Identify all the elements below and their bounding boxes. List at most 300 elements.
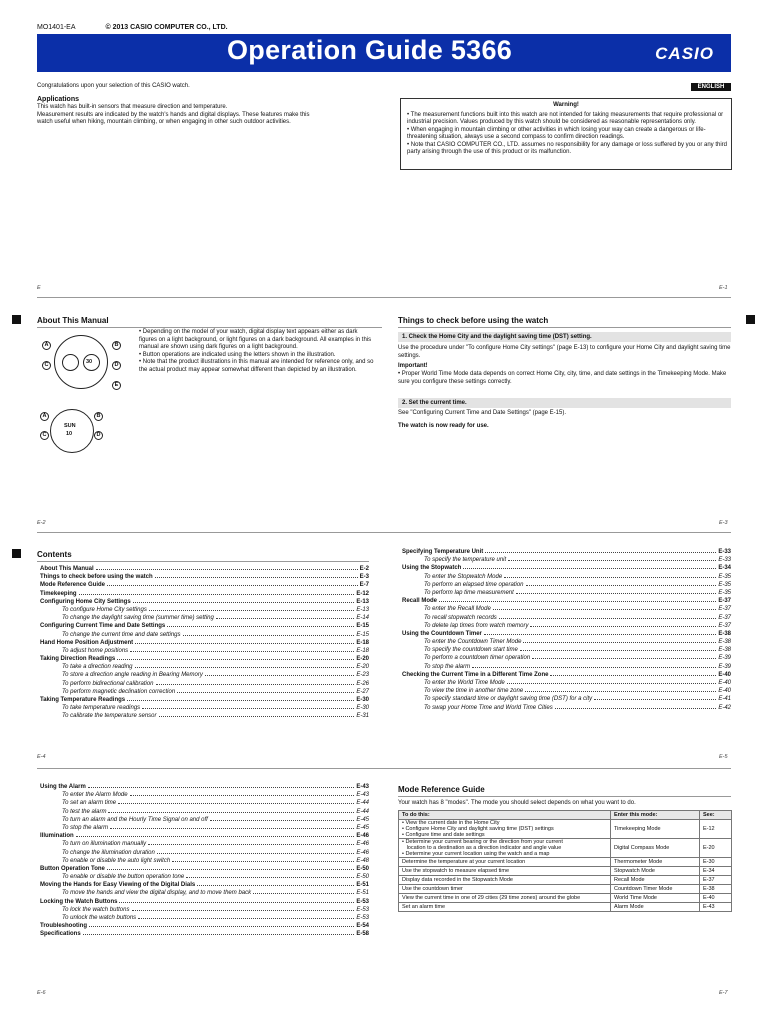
section-marker <box>746 315 755 324</box>
toc-leader <box>107 869 354 870</box>
toc-entry-page: E-3 <box>359 574 369 581</box>
toc-entry <box>40 784 369 792</box>
toc-entry-page: E-31 <box>356 713 369 720</box>
mode-cell: Thermometer Mode <box>611 858 700 867</box>
warning-item: • The measurement functions built into this watch are not intended for taking measurements that require professional or industrial precision. Values produced by this watch should be considered as reasonable representations only. <box>407 111 724 125</box>
page-number: E-1 <box>719 285 728 291</box>
toc-entry-title: To stop the alarm <box>62 824 109 831</box>
toc-entry-page: E-42 <box>718 704 731 711</box>
toc-entry <box>40 923 369 931</box>
toc-entry-page: E-37 <box>718 606 731 613</box>
see-cell: E-12 <box>700 820 732 839</box>
applications-line: Measurement results are indicated by the watch's hands and digital displays. These features make this <box>37 111 310 118</box>
about-bullet: • Depending on the model of your watch, digital display text appears either as dark figures on a light background, or light figures on a dark background. All examples in this manual are shown using dark figures on a light background. <box>139 329 372 350</box>
toc-leader <box>88 787 355 788</box>
applications-line: watch useful when hiking, mountain climbing, or when engaging in other such outdoor activities. <box>37 119 291 125</box>
toc-leader <box>523 642 716 643</box>
step1-text: Use the procedure under "To configure Home City settings" (page E-13) to configure your Home City and daylight saving time settings. <box>398 345 731 359</box>
toc-entry-title: To adjust home positions <box>62 647 129 654</box>
see-cell: E-43 <box>700 903 732 912</box>
toc-leader <box>186 877 354 878</box>
toc-entry <box>40 899 369 907</box>
table-row <box>399 820 732 839</box>
toc-entry-title: Timekeeping <box>40 590 77 597</box>
toc-entry <box>40 866 369 874</box>
see-cell: E-20 <box>700 839 732 858</box>
toc-leader <box>149 610 354 611</box>
toc-entry-title: About This Manual <box>40 566 94 572</box>
toc-entry-page: E-18 <box>356 639 369 646</box>
toc-entry-title: To change the current time and date settings <box>62 631 181 638</box>
page-number: E-4 <box>37 754 46 760</box>
warning-title: Warning! <box>553 102 579 108</box>
todo-cell <box>399 858 611 867</box>
toc-leader <box>205 675 354 676</box>
todo-cell <box>399 839 611 858</box>
todo-cell <box>399 867 611 876</box>
mode-cell: Digital Compass Mode <box>611 839 700 858</box>
watch-illustration-2 <box>40 407 135 452</box>
toc-leader <box>526 585 717 586</box>
toc-entry <box>40 931 369 939</box>
toc-entry-page: E-30 <box>356 705 369 712</box>
toc-subentry <box>402 639 731 647</box>
todo-line: • Determine your current bearing or the direction from your current <box>402 839 563 845</box>
toc-leader <box>132 910 355 911</box>
toc-leader <box>119 902 354 903</box>
toc-leader <box>155 577 358 578</box>
toc-entry-page: E-50 <box>356 874 369 881</box>
page-number: E <box>37 285 41 291</box>
toc-subentry <box>40 874 369 882</box>
toc-entry-title: To enter the Recall Mode <box>424 606 491 613</box>
copyright: © 2013 CASIO COMPUTER CO., LTD. <box>105 24 228 31</box>
toc-entry-title: Locking the Watch Buttons <box>40 898 118 905</box>
table-row <box>399 903 732 912</box>
toc-leader <box>130 651 354 652</box>
about-title: About This Manual <box>37 316 109 325</box>
toc-entry-title: Moving the Hands for Easy Viewing of the Digital Dials <box>40 882 196 889</box>
toc-entry-page: E-34 <box>718 565 731 572</box>
toc-leader <box>107 585 358 586</box>
toc-entry-page: E-46 <box>356 833 369 840</box>
page-number: E-6 <box>37 990 46 996</box>
divider <box>398 796 731 797</box>
toc-subentry <box>40 713 369 721</box>
toc-leader <box>594 699 716 700</box>
toc-leader <box>148 844 354 845</box>
button-label-d: D <box>112 361 121 370</box>
toc-subentry <box>402 623 731 631</box>
divider <box>37 327 382 328</box>
toc-leader <box>96 569 358 570</box>
toc-leader <box>555 708 717 709</box>
toc-entry-page: E-37 <box>718 598 731 605</box>
toc-entry <box>40 640 369 648</box>
toc-leader <box>530 626 716 627</box>
toc-leader <box>159 716 355 717</box>
toc-subentry <box>402 664 731 672</box>
toc-entry <box>40 566 369 574</box>
toc-entry-page: E-39 <box>718 655 731 662</box>
button-label-e: E <box>112 381 121 390</box>
toc-entry-title: To delete lap times from watch memory <box>424 622 529 629</box>
casio-logo: CASIO <box>655 44 714 63</box>
todo-cell <box>399 885 611 894</box>
toc-subentry <box>40 792 369 800</box>
toc-entry-title: Specifying Temperature Unit <box>402 549 484 555</box>
toc-entry-page: E-44 <box>356 808 369 815</box>
ready-text: The watch is now ready for use. <box>398 423 489 429</box>
see-cell: E-40 <box>700 894 732 903</box>
mode-cell: Recall Mode <box>611 876 700 885</box>
toc-leader <box>135 667 355 668</box>
toc-entry <box>40 599 369 607</box>
display-text: 30 <box>86 359 93 365</box>
todo-line: • Determine your current location using the watch and a map <box>402 851 550 857</box>
toc-entry-page: E-15 <box>356 631 369 638</box>
toc-entry-page: E-44 <box>356 800 369 807</box>
important-text: • Proper World Time Mode data depends on correct Home City, city, time, and date settings in the Timekeeping Mode. Make sure you configure these settings correctly. <box>398 371 727 385</box>
toc-subentry <box>402 655 731 663</box>
mode-ref-title: Mode Reference Guide <box>398 785 485 794</box>
table-row <box>399 876 732 885</box>
toc-entry-title: To change the illumination duration <box>62 849 155 856</box>
doc-id: MO1401-EA <box>37 24 76 31</box>
mode-ref-table <box>398 810 732 912</box>
todo-cell <box>399 894 611 903</box>
toc-entry-title: To take temperature readings <box>62 705 141 712</box>
toc-entry-title: To set an alarm time <box>62 800 117 807</box>
step2-text: See "Configuring Current Time and Date Settings" (page E-15). <box>398 410 567 416</box>
toc-entry-title: To stop the alarm <box>424 663 471 670</box>
toc-entry-title: To turn on illumination manually <box>62 841 147 848</box>
toc-entry-title: To specify standard time or daylight saving time (DST) for a city <box>424 696 593 703</box>
toc-entry-title: To view the time in another time zone <box>424 688 524 695</box>
toc-entry <box>402 598 731 606</box>
toc-entry-page: E-38 <box>718 630 731 637</box>
toc-entry-title: Taking Direction Readings <box>40 656 116 663</box>
toc-entry-page: E-37 <box>718 622 731 629</box>
mode-cell: Timekeeping Mode <box>611 820 700 839</box>
toc-entry-title: To change the daylight saving time (summer time) setting <box>62 615 214 622</box>
todo-line: Set an alarm time <box>402 904 446 910</box>
toc-leader <box>508 560 716 561</box>
toc-entry-title: To calibrate the temperature sensor <box>62 713 157 720</box>
toc-leader <box>463 568 716 569</box>
toc-leader <box>507 683 717 684</box>
toc-entry <box>402 549 731 557</box>
page-number: E-5 <box>719 754 728 760</box>
watch-face <box>54 335 108 389</box>
toc-entry-title: To specify the temperature unit <box>424 557 507 564</box>
display-text: 10 <box>66 431 73 437</box>
toc-subentry <box>40 672 369 680</box>
toc-entry-title: To unlock the watch buttons <box>62 915 137 921</box>
toc-entry-page: E-26 <box>356 680 369 687</box>
toc-leader <box>156 684 355 685</box>
toc-left <box>40 566 369 722</box>
toc-entry-title: To enter the Alarm Mode <box>62 792 128 799</box>
toc-leader <box>520 650 716 651</box>
toc-entry-title: To swap your Home Time and World Time Cities <box>424 704 553 711</box>
toc-leader <box>133 602 355 603</box>
toc-entry-title: Configuring Home City Settings <box>40 598 131 605</box>
toc-leader <box>83 934 355 935</box>
toc-leader <box>197 885 354 886</box>
things-title: Things to check before using the watch <box>398 316 549 325</box>
toc-entry-page: E-39 <box>718 663 731 670</box>
toc-leader <box>210 820 355 821</box>
todo-line: Determine the temperature at your current location <box>402 859 526 865</box>
mode-ref-intro: Your watch has 8 "modes". The mode you should select depends on what you want to do. <box>398 800 636 806</box>
toc-leader <box>532 658 716 659</box>
toc-entry-page: E-20 <box>356 656 369 663</box>
toc-entry-title: To take a direction reading <box>62 664 133 671</box>
toc-leader <box>76 836 355 837</box>
divider <box>37 768 731 769</box>
display-text: SUN <box>64 423 76 429</box>
toc-subentry <box>40 850 369 858</box>
toc-entry-title: To move the hands and view the digital display, and to move them back <box>62 890 252 897</box>
see-cell: E-30 <box>700 858 732 867</box>
table-header: See: <box>700 811 732 820</box>
toc-leader <box>504 577 716 578</box>
toc-subentry <box>402 615 731 623</box>
toc-entry-page: E-46 <box>356 849 369 856</box>
button-label-c: C <box>40 431 49 440</box>
toc-leader <box>216 618 354 619</box>
toc-leader <box>138 918 354 919</box>
todo-line: • View the current date in the Home City <box>402 820 500 826</box>
section-marker <box>12 549 21 558</box>
toc-entry <box>40 882 369 890</box>
toc-leader <box>484 634 716 635</box>
toc-entry-title: Mode Reference Guide <box>40 582 106 589</box>
toc-entry-page: E-12 <box>356 590 369 597</box>
toc-bottom <box>40 784 369 940</box>
toc-entry-title: Things to check before using the watch <box>40 574 153 581</box>
toc-subentry <box>40 841 369 849</box>
divider <box>37 561 369 562</box>
table-header-row <box>399 811 732 820</box>
toc-entry-page: E-33 <box>718 557 731 564</box>
toc-entry <box>40 591 369 599</box>
toc-subentry <box>40 907 369 915</box>
mode-cell: Countdown Timer Mode <box>611 885 700 894</box>
toc-subentry <box>40 681 369 689</box>
toc-entry-page: E-35 <box>718 573 731 580</box>
about-bullet: • Note that the product illustrations in this manual are intended for reference only, and so the actual product may appear somewhat different than depicted by an illustration. <box>139 359 374 373</box>
toc-entry-page: E-50 <box>356 865 369 872</box>
toc-leader <box>142 708 354 709</box>
toc-leader <box>183 635 355 636</box>
toc-entry-page: E-30 <box>356 697 369 703</box>
toc-leader <box>439 601 716 602</box>
toc-entry-title: To specify the countdown start time <box>424 647 518 654</box>
toc-leader <box>550 675 716 676</box>
toc-entry-title: To enter the Countdown Timer Mode <box>424 639 522 646</box>
title-banner <box>37 34 731 72</box>
step2-heading: 2. Set the current time. <box>398 398 731 408</box>
toc-leader <box>499 618 717 619</box>
toc-entry-title: To perform lap time measurement <box>424 589 514 596</box>
toc-entry-title: To perform an elapsed time operation <box>424 581 524 588</box>
mode-cell: World Time Mode <box>611 894 700 903</box>
button-label-a: A <box>42 341 51 350</box>
toc-entry <box>40 697 369 705</box>
toc-entry-page: E-2 <box>359 566 369 572</box>
button-label-b: B <box>94 412 103 421</box>
toc-entry <box>40 656 369 664</box>
todo-line: • Configure time and date settings <box>402 832 485 838</box>
toc-entry-page: E-53 <box>356 898 369 905</box>
toc-subentry <box>40 664 369 672</box>
watch-illustration-1 <box>40 333 135 393</box>
applications-title: Applications <box>37 96 80 103</box>
toc-subentry <box>40 705 369 713</box>
toc-entry-title: To store a direction angle reading in Bearing Memory <box>62 672 203 679</box>
toc-right <box>402 549 731 713</box>
toc-entry-title: Taking Temperature Readings <box>40 697 126 703</box>
toc-entry <box>402 631 731 639</box>
divider <box>37 297 731 298</box>
warning-item: • When engaging in mountain climbing or other activities in which losing your way can create a dangerous or life-threatening situation, always use a second compass to confirm direction readings. <box>407 126 706 140</box>
section-marker <box>12 315 21 324</box>
divider <box>37 532 731 533</box>
toc-leader <box>110 828 354 829</box>
toc-entry-title: Configuring Current Time and Date Settings <box>40 623 166 630</box>
toc-entry-title: To turn an alarm and the Hourly Time Signal on and off <box>62 816 208 823</box>
toc-leader <box>79 594 355 595</box>
sub-dial <box>62 354 79 371</box>
table-row <box>399 858 732 867</box>
toc-leader <box>525 691 716 692</box>
toc-leader <box>135 643 354 644</box>
about-bullets <box>139 329 375 374</box>
table-row <box>399 867 732 876</box>
toc-entry-title: Using the Countdown Timer <box>402 630 482 637</box>
toc-entry-page: E-51 <box>356 890 369 897</box>
mode-cell: Alarm Mode <box>611 903 700 912</box>
toc-subentry <box>40 607 369 615</box>
toc-entry-title: To test the alarm <box>62 808 107 815</box>
table-row <box>399 894 732 903</box>
toc-entry-page: E-43 <box>356 784 369 790</box>
toc-entry-page: E-35 <box>718 589 731 596</box>
toc-subentry <box>402 680 731 688</box>
toc-entry-title: To lock the watch buttons <box>62 906 130 913</box>
toc-entry-page: E-37 <box>718 614 731 621</box>
toc-entry-page: E-27 <box>356 688 369 695</box>
toc-entry-page: E-7 <box>359 582 369 589</box>
mode-cell: Stopwatch Mode <box>611 867 700 876</box>
toc-leader <box>485 552 716 553</box>
toc-entry-page: E-13 <box>356 606 369 613</box>
see-cell: E-38 <box>700 885 732 894</box>
toc-entry-page: E-38 <box>718 639 731 646</box>
toc-entry-page: E-40 <box>718 688 731 695</box>
button-label-c: C <box>42 361 51 370</box>
see-cell: E-37 <box>700 876 732 885</box>
toc-leader <box>89 926 354 927</box>
todo-line: • Configure Home City and daylight saving time (DST) settings <box>402 826 554 832</box>
table-row <box>399 839 732 858</box>
toc-entry-page: E-46 <box>356 841 369 848</box>
warning-box <box>400 98 732 170</box>
toc-leader <box>108 812 354 813</box>
table-row <box>399 885 732 894</box>
toc-leader <box>177 692 354 693</box>
toc-subentry <box>40 890 369 898</box>
divider <box>398 327 731 328</box>
applications-text <box>37 104 397 127</box>
button-label-a: A <box>40 412 49 421</box>
important-label: Important! <box>398 363 428 369</box>
toc-subentry <box>40 809 369 817</box>
toc-entry-page: E-14 <box>356 615 369 622</box>
toc-subentry <box>402 574 731 582</box>
toc-entry-title: Hand Home Position Adjustment <box>40 639 134 646</box>
table-header: To do this: <box>399 811 611 820</box>
toc-subentry <box>402 606 731 614</box>
page-number: E-7 <box>719 990 728 996</box>
toc-entry-title: Checking the Current Time in a Different Time Zone <box>402 671 549 678</box>
toc-entry-title: To enter the Stopwatch Mode <box>424 573 503 580</box>
toc-entry-title: Using the Alarm <box>40 784 86 790</box>
todo-cell <box>399 876 611 885</box>
toc-entry-page: E-38 <box>718 647 731 654</box>
header-line <box>37 24 228 31</box>
todo-cell <box>399 903 611 912</box>
todo-line: View the current time in one of 29 cities (29 time zones) around the globe <box>402 895 581 901</box>
toc-subentry <box>40 615 369 623</box>
toc-entry-title: To perform bidirectional calibration <box>62 680 154 687</box>
todo-line: Use the countdown timer <box>402 886 463 892</box>
todo-line: Display data recorded in the Stopwatch Mode <box>402 877 513 883</box>
toc-leader <box>117 659 354 660</box>
step1-heading: 1. Check the Home City and the daylight saving time (DST) setting. <box>398 332 731 342</box>
toc-subentry <box>40 915 369 923</box>
toc-leader <box>172 861 354 862</box>
toc-subentry <box>402 590 731 598</box>
congrats-text: Congratulations upon your selection of this CASIO watch. <box>37 83 190 89</box>
language-badge: ENGLISH <box>691 83 731 91</box>
toc-entry-page: E-35 <box>718 581 731 588</box>
toc-entry-title: To enable or disable the auto light switch <box>62 857 171 864</box>
toc-entry-title: To enter the World Time Mode <box>424 680 505 686</box>
toc-entry <box>40 623 369 631</box>
toc-entry-page: E-13 <box>356 598 369 605</box>
button-label-d: D <box>94 431 103 440</box>
toc-entry-page: E-58 <box>356 931 369 938</box>
toc-entry-title: Recall Mode <box>402 598 438 605</box>
toc-entry-title: To enable or disable the button operation tone <box>62 874 185 881</box>
toc-entry-page: E-51 <box>356 882 369 889</box>
toc-subentry <box>402 557 731 565</box>
toc-entry-title: To recall stopwatch records <box>424 614 497 621</box>
toc-entry-title: Specifications <box>40 931 81 938</box>
toc-entry <box>402 672 731 680</box>
toc-subentry <box>402 688 731 696</box>
toc-leader <box>516 593 716 594</box>
toc-entry-page: E-45 <box>356 816 369 823</box>
toc-subentry <box>402 696 731 704</box>
toc-entry-page: E-20 <box>356 664 369 671</box>
toc-entry-page: E-40 <box>718 680 731 686</box>
page-number: E-3 <box>719 520 728 526</box>
toc-entry-page: E-18 <box>356 647 369 654</box>
